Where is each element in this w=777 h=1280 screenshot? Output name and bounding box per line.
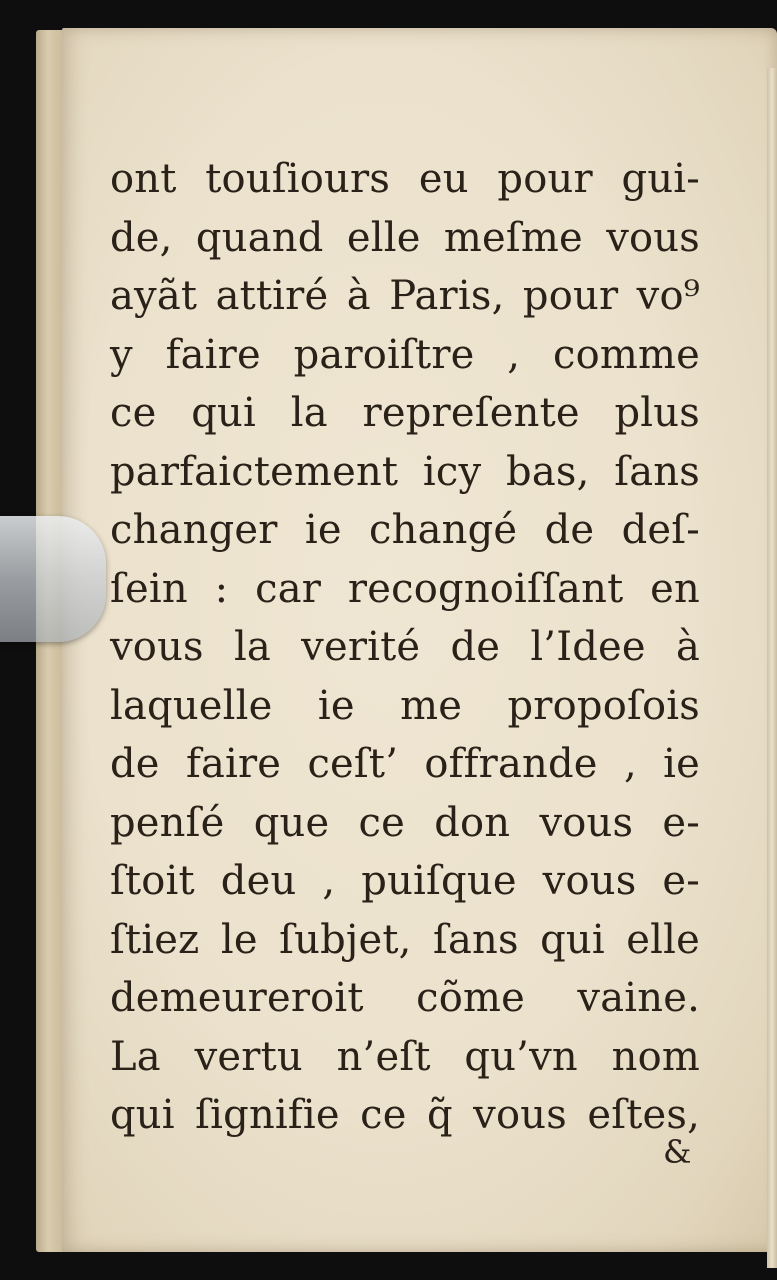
- text-line: ſein : car recognoiſſant en: [110, 565, 700, 612]
- text-line: demeureroit cõme vaine.: [110, 975, 700, 1021]
- text-line: de, quand elle meſme vous: [110, 214, 700, 261]
- text-line: vous la verité de l’Idee à: [110, 624, 700, 670]
- page-text: [110, 150, 700, 1145]
- text-line: penſé que ce don vous e-: [110, 799, 700, 846]
- text-line: parfaictement icy bas, ſans: [110, 448, 700, 495]
- text-line: de faire ceſt’ offrande , ie: [110, 741, 700, 787]
- catchword: &: [663, 1133, 692, 1171]
- text-line: La vertu n’eſt qu’vn nom: [110, 1033, 700, 1080]
- text-line: ſtiez le ſubjet, ſans qui elle: [110, 916, 700, 963]
- text-line: ſtoit deu , puiſque vous e-: [110, 858, 700, 904]
- text-line: qui ſignifie ce q̃ vous eſtes,: [110, 1092, 700, 1138]
- text-line: ayãt attiré à Paris, pour vo⁹: [110, 273, 700, 319]
- text-line: laquelle ie me propoſois: [110, 682, 700, 729]
- page-stack-edge: [767, 68, 777, 1268]
- page-clip: [0, 516, 106, 642]
- text-line: changer ie changé de deſ-: [110, 507, 700, 553]
- text-line: y faire paroiſtre , comme: [110, 331, 700, 378]
- text-line: ce qui la repreſente plus: [110, 390, 700, 436]
- text-line: ont touſiours eu pour gui-: [110, 156, 700, 202]
